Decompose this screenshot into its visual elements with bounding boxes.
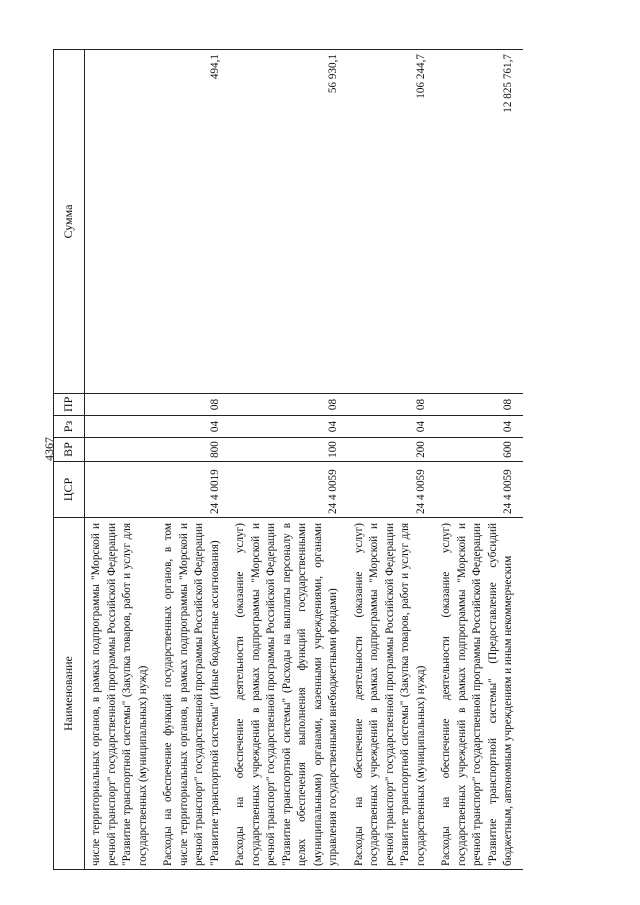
- row-sum: 106 244,7: [348, 50, 436, 394]
- header-rz: Рз: [54, 416, 85, 438]
- row-name: Расходы на обеспечение деятельности (оказание услуг) государственных учреждений в рамках подпрограммы "Морской и речной транспорт" государственной программы Российской Федерации "Развитие транспортной системы" (Предоставление субсидий бюджетным, автономным учреждениям и иным некоммерческим: [435, 518, 523, 870]
- row-name: Расходы на обеспечение деятельности (оказание услуг) государственных учреждений в рамках подпрограммы "Морской и речной транспорт" государственной программы Российской Федерации "Развитие транспортной системы" (Закупка товаров, работ и услуг для государственных (муниципальных) нужд): [348, 518, 436, 870]
- row-sum: 12 825 761,7: [435, 50, 523, 394]
- row-name: Расходы на обеспечение функций государственных органов, в том числе территориальных органов, в рамках подпрограммы "Морской и речной транспорт" государственной программы Российской Федерации "Развитие транспортной системы" (Иные бюджетные ассигнования): [157, 518, 229, 870]
- rotated-page-content: [53, 50, 588, 870]
- table-header: [54, 50, 85, 870]
- row-pr: 08: [157, 394, 229, 416]
- row-csr: 24 4 0059: [435, 462, 523, 518]
- row-vr: 100: [229, 438, 348, 462]
- page-number: 4367: [42, 437, 56, 461]
- table-row: [157, 50, 229, 870]
- row-name: числе территориальных органов, в рамках подпрограммы "Морской и речной транспорт" государственной программы Российской Федерации "Развитие транспортной системы" (Закупка товаров, работ и услуг для государственных (муниципальных) нужд): [85, 518, 158, 870]
- header-sum: Сумма: [54, 50, 85, 394]
- row-vr: 800: [157, 438, 229, 462]
- row-name: Расходы на обеспечение деятельности (оказание услуг) государственных учреждений в рамках подпрограммы "Морской и речной транспорт" государственной программы Российской Федерации "Развитие транспортной системы" (Расходы на выплаты персоналу в целях обеспечения выполнения функций государственными (муниципальными) органами, казенными учреждениями, органами управления государственными внебюджетными фондами): [229, 518, 348, 870]
- row-pr: 08: [348, 394, 436, 416]
- row-rz: [85, 416, 158, 438]
- row-vr: 200: [348, 438, 436, 462]
- row-rz: 04: [435, 416, 523, 438]
- row-csr: 24 4 0059: [348, 462, 436, 518]
- row-csr: [85, 462, 158, 518]
- table-row: [348, 50, 436, 870]
- header-vr: ВР: [54, 438, 85, 462]
- row-pr: 08: [229, 394, 348, 416]
- row-vr: 600: [435, 438, 523, 462]
- row-sum: [85, 50, 158, 394]
- header-row: [54, 50, 85, 870]
- header-name: Наименование: [54, 518, 85, 870]
- row-sum: 494,1: [157, 50, 229, 394]
- row-rz: 04: [157, 416, 229, 438]
- row-sum: 56 930,1: [229, 50, 348, 394]
- table-body: [85, 50, 523, 870]
- row-vr: [85, 438, 158, 462]
- budget-table: [53, 49, 523, 870]
- header-pr: ПР: [54, 394, 85, 416]
- row-csr: 24 4 0019: [157, 462, 229, 518]
- table-row: [435, 50, 523, 870]
- row-csr: 24 4 0059: [229, 462, 348, 518]
- row-rz: 04: [229, 416, 348, 438]
- row-rz: 04: [348, 416, 436, 438]
- table-row: [85, 50, 158, 870]
- row-pr: [85, 394, 158, 416]
- table-row: [229, 50, 348, 870]
- header-csr: ЦСР: [54, 462, 85, 518]
- row-pr: 08: [435, 394, 523, 416]
